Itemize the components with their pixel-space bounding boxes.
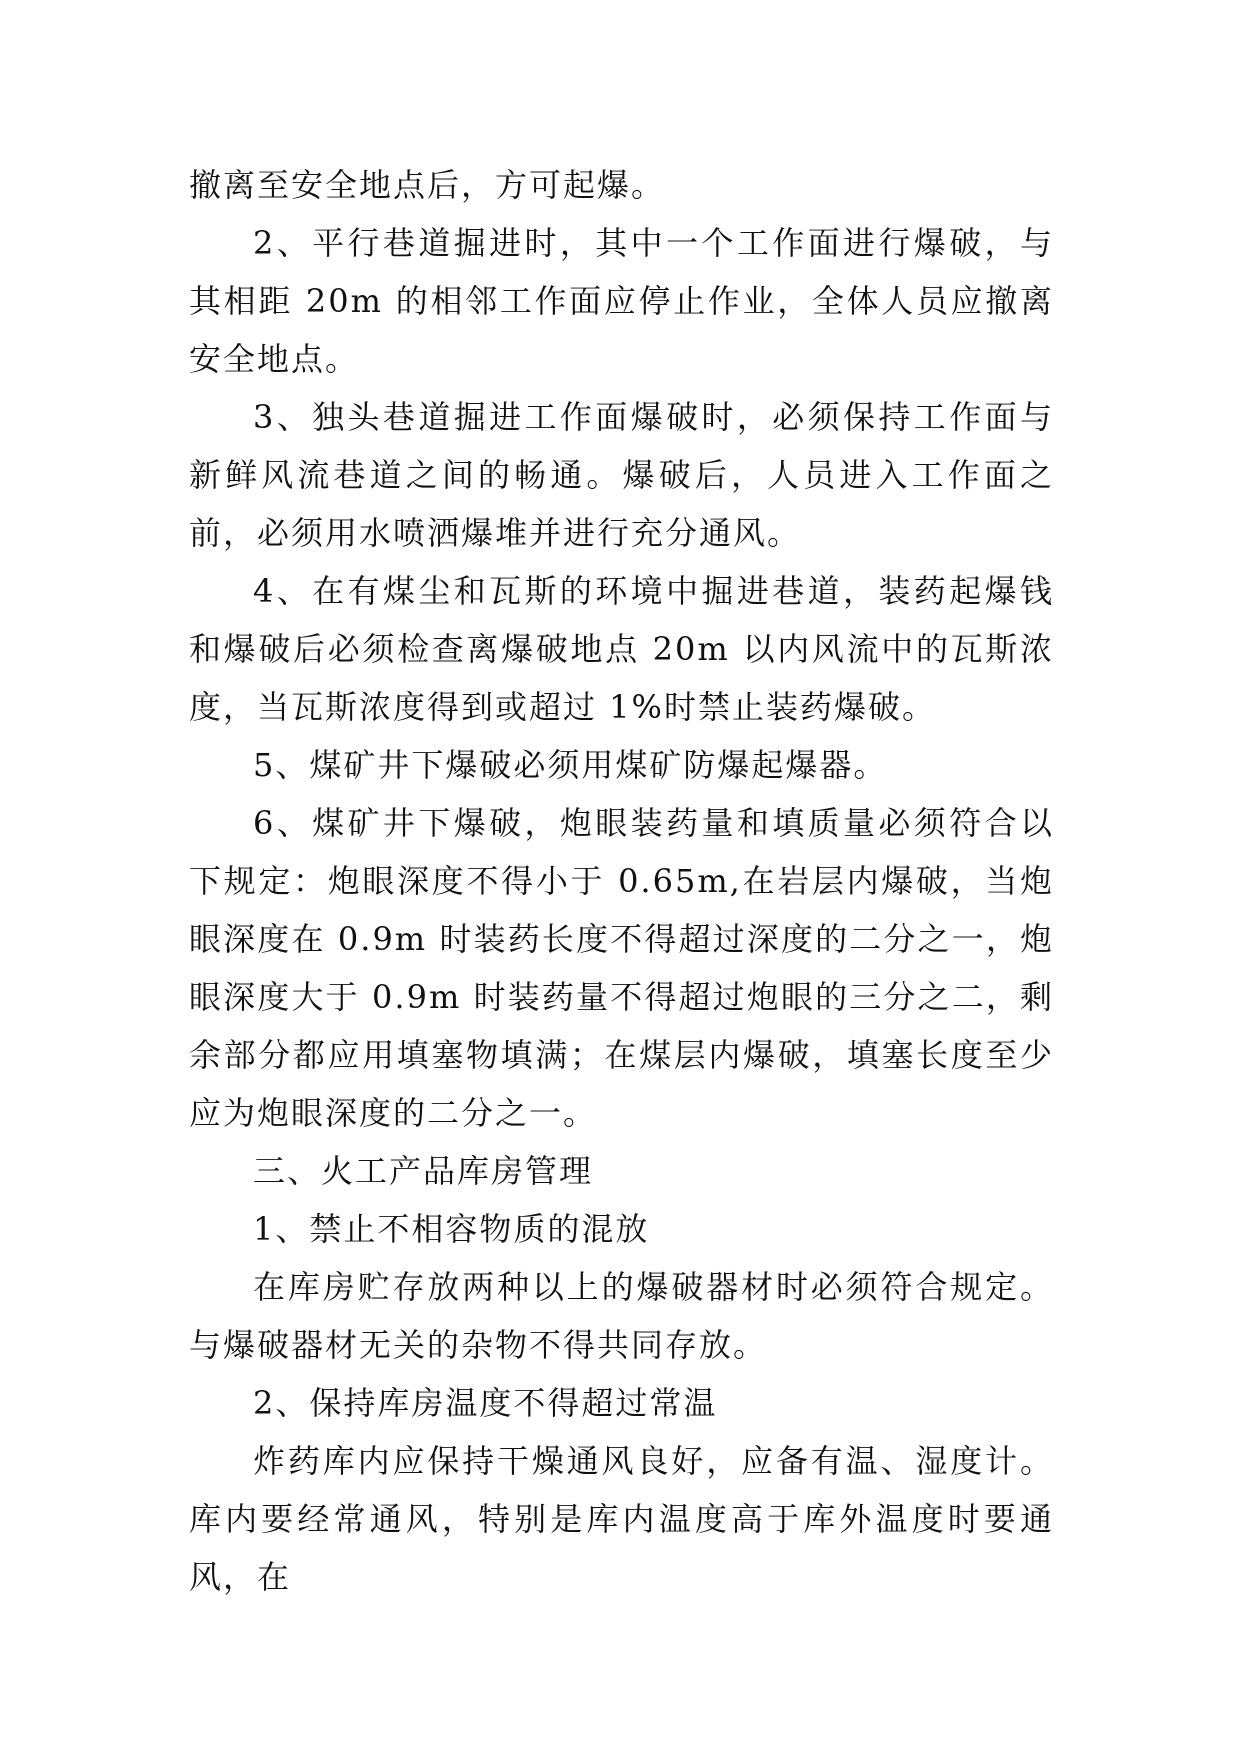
paragraph-item-5-exploder: 5、煤矿井下爆破必须用煤矿防爆起爆器。 [253, 746, 888, 784]
subheading-temperature: 2、保持库房温度不得超过常温 [253, 1384, 718, 1422]
paragraph-mixing-rules: 在库房贮存放两种以上的爆破器材时必须符合规定。与爆破器材无关的杂物不得共同存放。 [189, 1268, 1054, 1364]
paragraph-item-3-dead-end-tunnel: 3、独头巷道掘进工作面爆破时，必须保持工作面与新鲜风流巷道之间的畅通。爆破后，人员进入工作面之前，必须用水喷洒爆堆并进行充分通风。 [189, 398, 1054, 552]
paragraph-item-2-parallel-tunnels: 2、平行巷道掘进时，其中一个工作面进行爆破，与其相距 20m 的相邻工作面应停止作业，全体人员应撤离安全地点。 [189, 224, 1054, 378]
paragraph-ventilation: 炸药库内应保持干燥通风良好，应备有温、湿度计。库内要经常通风，特别是库内温度高于库外温度时要通风，在 [189, 1442, 1054, 1596]
paragraph-item-6-charge-rules: 6、煤矿井下爆破，炮眼装药量和填质量必须符合以下规定：炮眼深度不得小于 0.65m,在岩层内爆破，当炮眼深度在 0.9m 时装药长度不得超过深度的二分之一，炮眼深度大于 0.9m 时装药量不得超过炮眼的三分之二，剩余部分都应用填塞物填满；在煤层内爆破，填塞长度至少应为炮眼深度的二分之一。 [189, 804, 1054, 1132]
paragraph-continuation: 撤离至安全地点后，方可起爆。 [189, 166, 666, 204]
paragraph-item-4-gas-environment: 4、在有煤尘和瓦斯的环境中掘进巷道，装药起爆钱和爆破后必须检查离爆破地点 20m 以内风流中的瓦斯浓度，当瓦斯浓度得到或超过 1%时禁止装药爆破。 [189, 572, 1054, 726]
subheading-no-mixing: 1、禁止不相容物质的混放 [253, 1210, 650, 1248]
document-body [189, 156, 1054, 1606]
section-heading-storage: 三、火工产品库房管理 [253, 1152, 594, 1190]
